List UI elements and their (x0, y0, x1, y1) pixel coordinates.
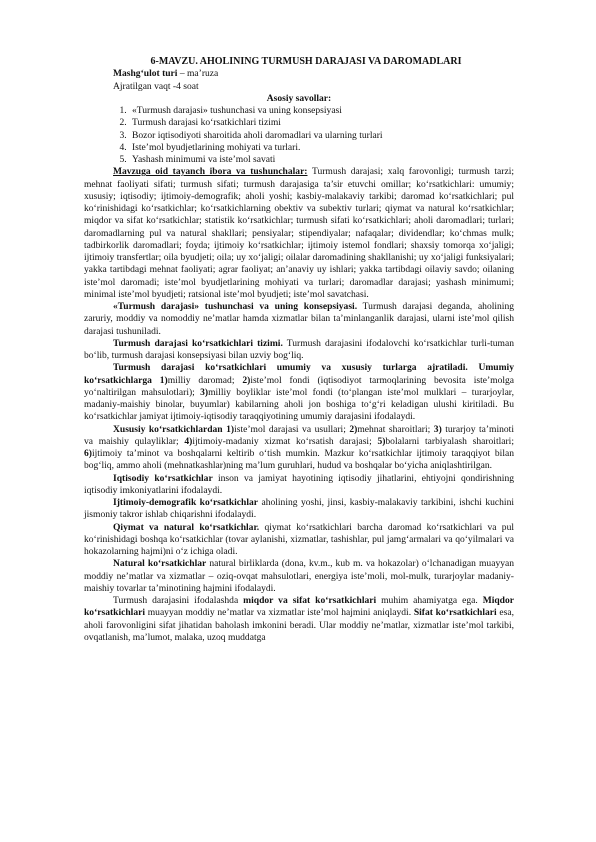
concept-body: Turmush darajasi deganda, aholining zaruriy, moddiy va nomoddiy ne’matlar hamda xizmatlar bilan ta’minlanganlik darajasi, ularni iste’mol qilish darajasi tushuniladi. (84, 301, 515, 337)
paragraph-text: ijtimoiy ta’minot va boshqalarni keltirib o‘tish mumkin. Mazkur ko‘rsatkichlar ijtimoiy taraqqiyot bilan bog‘liq, ammo aholi (mehnatkashlar)ning ma’lum guruhlari, hudud va boshqalar bo‘yicha aniqlashtirilgan. (84, 448, 514, 472)
natural-indicators-paragraph (84, 558, 514, 595)
lesson-type-value: – ma’ruza (177, 68, 219, 80)
list-number: 3) (433, 423, 442, 435)
paragraph-text: aholining yoshi, jinsi, kasbiy-malakaviy tarkibini, ishchi kuchini jismoniy takror ishlab chiqarishni ifodalaydi. (84, 497, 515, 521)
paragraph-text: milliy boyliklar iste’mol fondi (to‘plangan iste’mol mulklari – turarjoylar, madaniy-maishiy binolar, buyumlar) kabilarning aholi jon boshiga to‘g‘ri keladigan ulushi kiritiladi. Bu ko‘rsatkichlar jamiyat ijtimoiy-iqtisodiy taraqqiyotining umumiy darajasini ifodalaydi. (84, 386, 514, 423)
general-indicators-paragraph (84, 362, 514, 423)
socio-demographic-paragraph (84, 497, 514, 522)
paragraph-text: esa, aholi farovonligini sifat jihatidan baholash imkonini beradi. Ular moddiy ne’matlar, xizmatlar iste’mol tarkibi, ovqatlanish, ma’lumot, malaka, uzoq muddatga (84, 607, 514, 643)
list-number: 6) (84, 448, 92, 459)
questions-heading: Asosiy savollar: (266, 92, 332, 104)
list-number: 3) (200, 386, 209, 398)
paragraph-text: qiymat ko‘rsatkichlari barcha daromad ko‘rsatkichlari va pul ko‘rinishidagi boshqa ko‘rsatkichlar (tovar aylanishi, xizmatlar, tashishlar, pul jamg‘armalari va qo‘yilmalari va hokazolarning hajmi)ni o‘z ichiga oladi. (84, 521, 514, 557)
bold-term: miqdor va sifat ko‘rsatkichlari (243, 595, 377, 606)
question-item: 5. Yashash minimumi va iste’mol savati (129, 154, 514, 166)
quantity-quality-paragraph (84, 595, 514, 644)
list-number: 5) (377, 435, 386, 447)
specific-indicators-paragraph (84, 424, 514, 473)
concept-paragraph (84, 301, 514, 338)
paragraph-text: inson va jamiyat hayotining iqtisodiy jihatlarini, ehtiyojni qondirishning iqtisodiy imkoniyatlarini ifodalaydi. (84, 472, 514, 496)
lesson-type-label: Mashg‘ulot turi (113, 68, 178, 80)
page-title: 6-MAVZU. AHOLINING TURMUSH DARAJASI VA DAROMADLARI (150, 56, 462, 67)
question-item: 4. Iste’mol byudjetlarining mohiyati va turlari. (129, 142, 514, 154)
list-number: 1) (151, 374, 168, 386)
list-number: 2) (349, 423, 358, 435)
paragraph-text: bolalarni tarbiyalash sharoitlari; (385, 435, 514, 447)
paragraph-text: milliy daromad; (167, 374, 243, 386)
general-indicators-heading: Turmush darajasi ko‘rsatkichlari umumiy va xususiy turlarga ajratiladi. Umumiy ko‘rsatkichlarga (84, 362, 514, 386)
paragraph-text: natural birliklarda (dona, kv.m., kub m. va hokazolar) o‘lchanadigan muayyan moddiy ne’matlar va xizmatlar – oziq-ovqat mahsulotlari, energiya iste’moli, mol-mulk, turarjoylar madaniy-maishiy tovarlar ta’minotining hajmini ifodalaydi. (84, 558, 514, 594)
paragraph-text: iste’mol darajasi va usullari; (234, 423, 350, 435)
bold-term: Sifat ko‘rsatkichlari (413, 607, 497, 619)
specific-indicators-heading: Xususiy ko‘rsatkichlardan (113, 423, 223, 435)
paragraph-text: muhim ahamiyatga ega. (376, 595, 483, 606)
key-terms-heading: Mavzuga oid tayanch ibora va tushunchalar: (113, 166, 308, 178)
value-natural-heading: Qiymat va natural ko‘rsatkichlar. (113, 521, 260, 533)
paragraph-text: iste’mol fondi (iqtisodiyot tarmoqlarining bevosita iste’molga yo‘naltirilgan mahsulotlari); (84, 374, 515, 398)
indicators-system-heading: Turmush darajasi ko‘rsatkichlari tizimi. (113, 337, 283, 349)
paragraph-text: mehnat sharoitlari; (357, 423, 434, 435)
economic-indicators-heading: Iqtisodiy ko‘rsatkichlar (113, 472, 213, 484)
document-page (84, 56, 514, 644)
paragraph-text: Turmush darajasini ifodalashda (113, 595, 244, 606)
list-number: 4) (184, 435, 193, 447)
lesson-type (113, 68, 514, 80)
question-item: 2. Turmush darajasi ko‘rsatkichlari tizimi (129, 117, 514, 129)
concept-heading: «Turmush darajasi» tushunchasi va uning konsepsiyasi. (113, 301, 358, 312)
key-terms-paragraph (84, 166, 514, 301)
allotted-time: Ajratilgan vaqt -4 soat (113, 80, 199, 92)
question-item: 1. «Turmush darajasi» tushunchasi va uning konsepsiyasi (129, 105, 514, 117)
socio-demographic-heading: Ijtimoiy-demografik ko‘rsatkichlar (113, 497, 259, 508)
question-item: 3. Bozor iqtisodiyoti sharoitida aholi daromadlari va ularning turlari (129, 130, 514, 142)
bold-term: Miqdor ko‘rsatkichlari (84, 595, 514, 619)
paragraph-text: muayyan moddiy ne’matlar va xizmatlar iste’mol hajmini aniqlaydi. (145, 607, 414, 619)
questions-list (84, 105, 514, 166)
list-number: 1) (222, 423, 235, 435)
paragraph-text: ijtimoiy-madaniy xizmat ko‘rsatish darajasi; (192, 435, 378, 447)
key-terms-body: Turmush darajasi; xalq farovonligi; turmush tarzi; mehnat faoliyati sifati; turmush sifati; turmush darajasiga ta’sir etuvchi omillar; ko‘rsatkichlari: umumiy; xususiy; iqtisodiy; ijtimoiy-demografik; aholi yoshi; kasbiy-malakaviy tarkibi; daromad ko‘rsatkichlari; pul ko‘rinishidagi ko‘rsatkichlar; ko‘rsatkichlarning obektiv va subektiv turlari; qiymat va natural ko‘rsatkichlar; miqdor va sifat ko‘rsatkichlar; statistik ko‘rsatkichlar; turmush sifati ko‘rsatkichlari; aholi daromadlari; turlari; daromadlarning pul va natural shakllari; pensiyalar; stipendiyalar; nafaqalar; dividendlar; ko‘chmas mulk; tadbirkorlik daromadlari; foyda; ijtimoiy ko‘rsatkichlar; ijtimoiy istemol fondlari; shaxsiy tomorqa xo‘jaligi; ijtimoiy transfertlar; oila byudjeti; oila; uy xo‘jaligi; oilalar daromadining shakllanishi; uy xo‘jaligi funksiyalari; yakka tartibdagi mehnat faoliyati; agrar faoliyat; an’anaviy uy ishlari; yakka tartibdagi oilaviy savdo; oilaning iste’mol daromadi; iste’mol byudjetlarining mohiyati va turlari; daromadlar darajasi; yashash minimumi; minimal iste’mol byudjeti; ratsional iste’mol byudjeti; iste’mol savatchasi. (84, 166, 515, 300)
paragraph-text: turarjoy ta’minoti va maishiy qulayliklar; (84, 423, 514, 447)
economic-indicators-paragraph (84, 473, 514, 498)
list-number: 2) (242, 374, 251, 386)
indicators-system-body: Turmush darajasini ifodalovchi ko‘rsatkichlar turli-tuman bo‘lib, turmush darajasi konsepsiyasi bilan uzviy bog‘liq. (84, 337, 514, 361)
natural-indicators-heading: Natural ko‘rsatkichlar (113, 558, 207, 570)
indicators-system-paragraph (84, 338, 514, 363)
value-natural-paragraph (84, 522, 514, 559)
